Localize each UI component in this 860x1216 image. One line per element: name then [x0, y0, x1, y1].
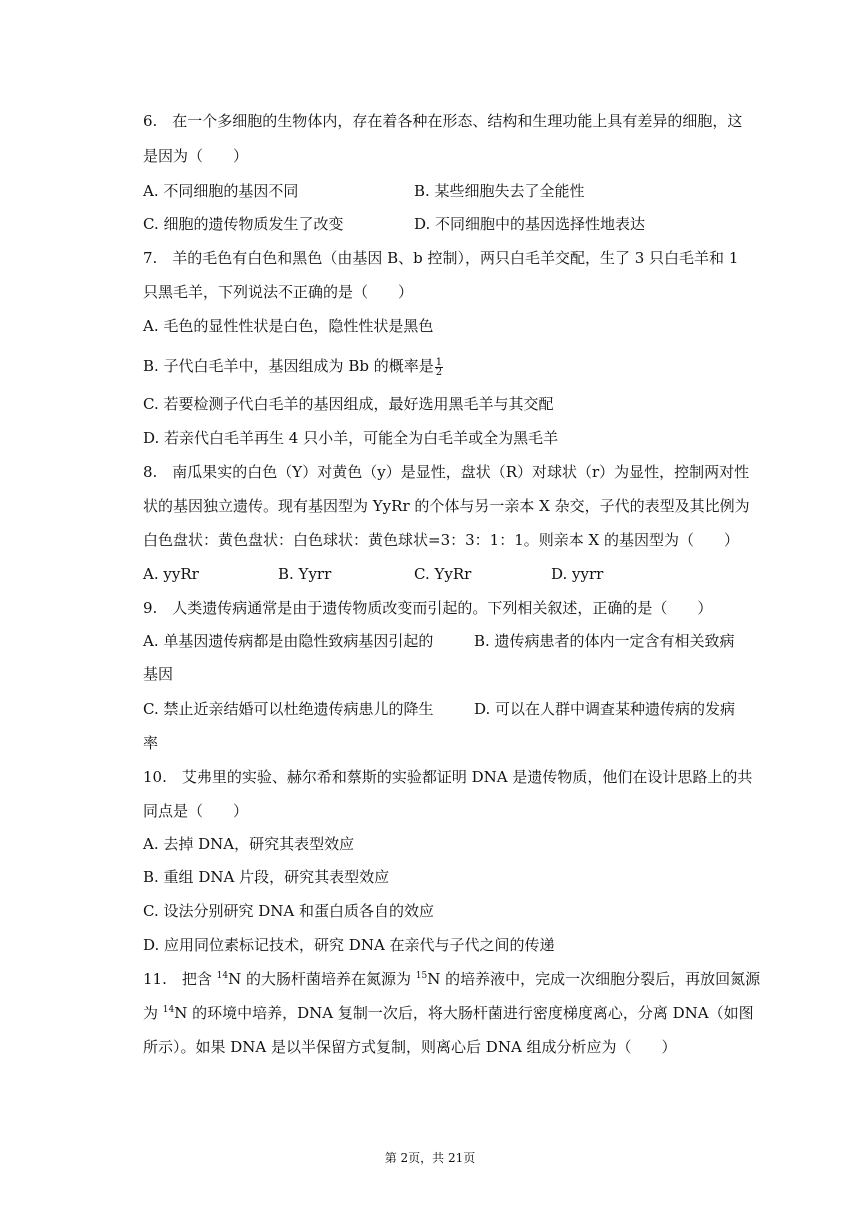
q6-option-d: D. 不同细胞中的基因选择性地表达: [414, 215, 646, 233]
q11-stem-cont: [143, 1003, 754, 1023]
q8-option-d: D. yyrr: [551, 565, 604, 583]
isotope-superscript: 15: [415, 971, 428, 981]
q10-stem: 10. 艾弗里的实验、赫尔希和蔡斯的实验都证明 DNA 是遗传物质，他们在设计思路上的共: [143, 768, 753, 786]
q9-option-d-cont: 率: [143, 734, 159, 752]
q6-stem-cont: 是因为（ ）: [143, 147, 249, 165]
q11-text-4: 为: [143, 1004, 163, 1022]
q9-stem: 9. 人类遗传病通常是由于遗传物质改变而引起的。下列相关叙述，正确的是（ ）: [143, 599, 713, 617]
q8-option-c: C. YyRr: [414, 565, 472, 583]
q11-stem: [143, 969, 760, 989]
q11-text-5: N 的环境中培养，DNA 复制一次后，将大肠杆菌进行密度梯度离心，分离 DNA（如图: [174, 1004, 754, 1022]
q11-stem-cont-2: 所示）。如果 DNA 是以半保留方式复制，则离心后 DNA 组成分析应为（ ）: [143, 1038, 677, 1056]
q8-option-b: B. Yyrr: [278, 565, 332, 583]
q9-option-a: A. 单基因遗传病都是由隐性致病基因引起的: [143, 632, 434, 650]
q8-stem: 8. 南瓜果实的白色（Y）对黄色（y）是显性，盘状（R）对球状（r）为显性，控制两对性: [143, 463, 750, 481]
q7-option-d: D. 若亲代白毛羊再生 4 只小羊，可能全为白毛羊或全为黑毛羊: [143, 429, 559, 447]
q11-text-1: 11. 把含: [143, 970, 217, 988]
q8-option-a: A. yyRr: [143, 565, 199, 583]
q6-option-b: B. 某些细胞失去了全能性: [414, 182, 585, 200]
q7-stem-cont: 只黑毛羊，下列说法不正确的是（ ）: [143, 283, 414, 301]
q8-stem-cont: 状的基因独立遗传。现有基因型为 YyRr 的个体与另一亲本 X 杂交，子代的表型及其比例为: [143, 497, 750, 515]
q10-option-b: B. 重组 DNA 片段，研究其表型效应: [143, 868, 390, 886]
q11-text-3: N 的培养液中，完成一次细胞分裂后，再放回氮源: [427, 970, 761, 988]
q9-option-b: B. 遗传病患者的体内一定含有相关致病: [474, 632, 735, 650]
q7-option-b-text: B. 子代白毛羊中，基因组成为 Bb 的概率是: [143, 357, 434, 375]
q9-option-d: D. 可以在人群中调查某种遗传病的发病: [474, 700, 736, 718]
q6-option-c: C. 细胞的遗传物质发生了改变: [143, 215, 344, 233]
q7-option-a: A. 毛色的显性性状是白色，隐性性状是黑色: [143, 317, 434, 335]
q10-option-c: C. 设法分别研究 DNA 和蛋白质各自的效应: [143, 902, 435, 920]
q9-option-c: C. 禁止近亲结婚可以杜绝遗传病患儿的降生: [143, 700, 434, 718]
q7-option-b: [143, 356, 443, 377]
page-footer: 第 2页，共 21页: [384, 1151, 476, 1165]
fraction-one-half: [435, 358, 443, 377]
q6-option-a: A. 不同细胞的基因不同: [143, 182, 299, 200]
fraction-numerator: 1: [435, 356, 443, 368]
q9-option-b-cont: 基因: [143, 665, 174, 683]
isotope-superscript: 14: [216, 971, 229, 981]
q6-stem: 6. 在一个多细胞的生物体内，存在着各种在形态、结构和生理功能上具有差异的细胞，这: [143, 112, 743, 130]
q8-stem-cont-2: 白色盘状：黄色盘状：白色球状：黄色球状=3：3：1：1。则亲本 X 的基因型为（ ）: [143, 531, 739, 549]
q10-option-a: A. 去掉 DNA，研究其表型效应: [143, 835, 355, 853]
q10-option-d: D. 应用同位素标记技术，研究 DNA 在亲代与子代之间的传递: [143, 936, 555, 954]
q7-stem: 7. 羊的毛色有白色和黑色（由基因 B、b 控制），两只白毛羊交配，生了 3 只白毛羊和 1: [143, 249, 739, 267]
isotope-superscript: 14: [162, 1005, 175, 1015]
q11-text-2: N 的大肠杆菌培养在氮源为: [228, 970, 416, 988]
q10-stem-cont: 同点是（ ）: [143, 802, 249, 820]
fraction-denominator: 2: [435, 366, 443, 378]
q7-option-c: C. 若要检测子代白毛羊的基因组成，最好选用黑毛羊与其交配: [143, 395, 554, 413]
